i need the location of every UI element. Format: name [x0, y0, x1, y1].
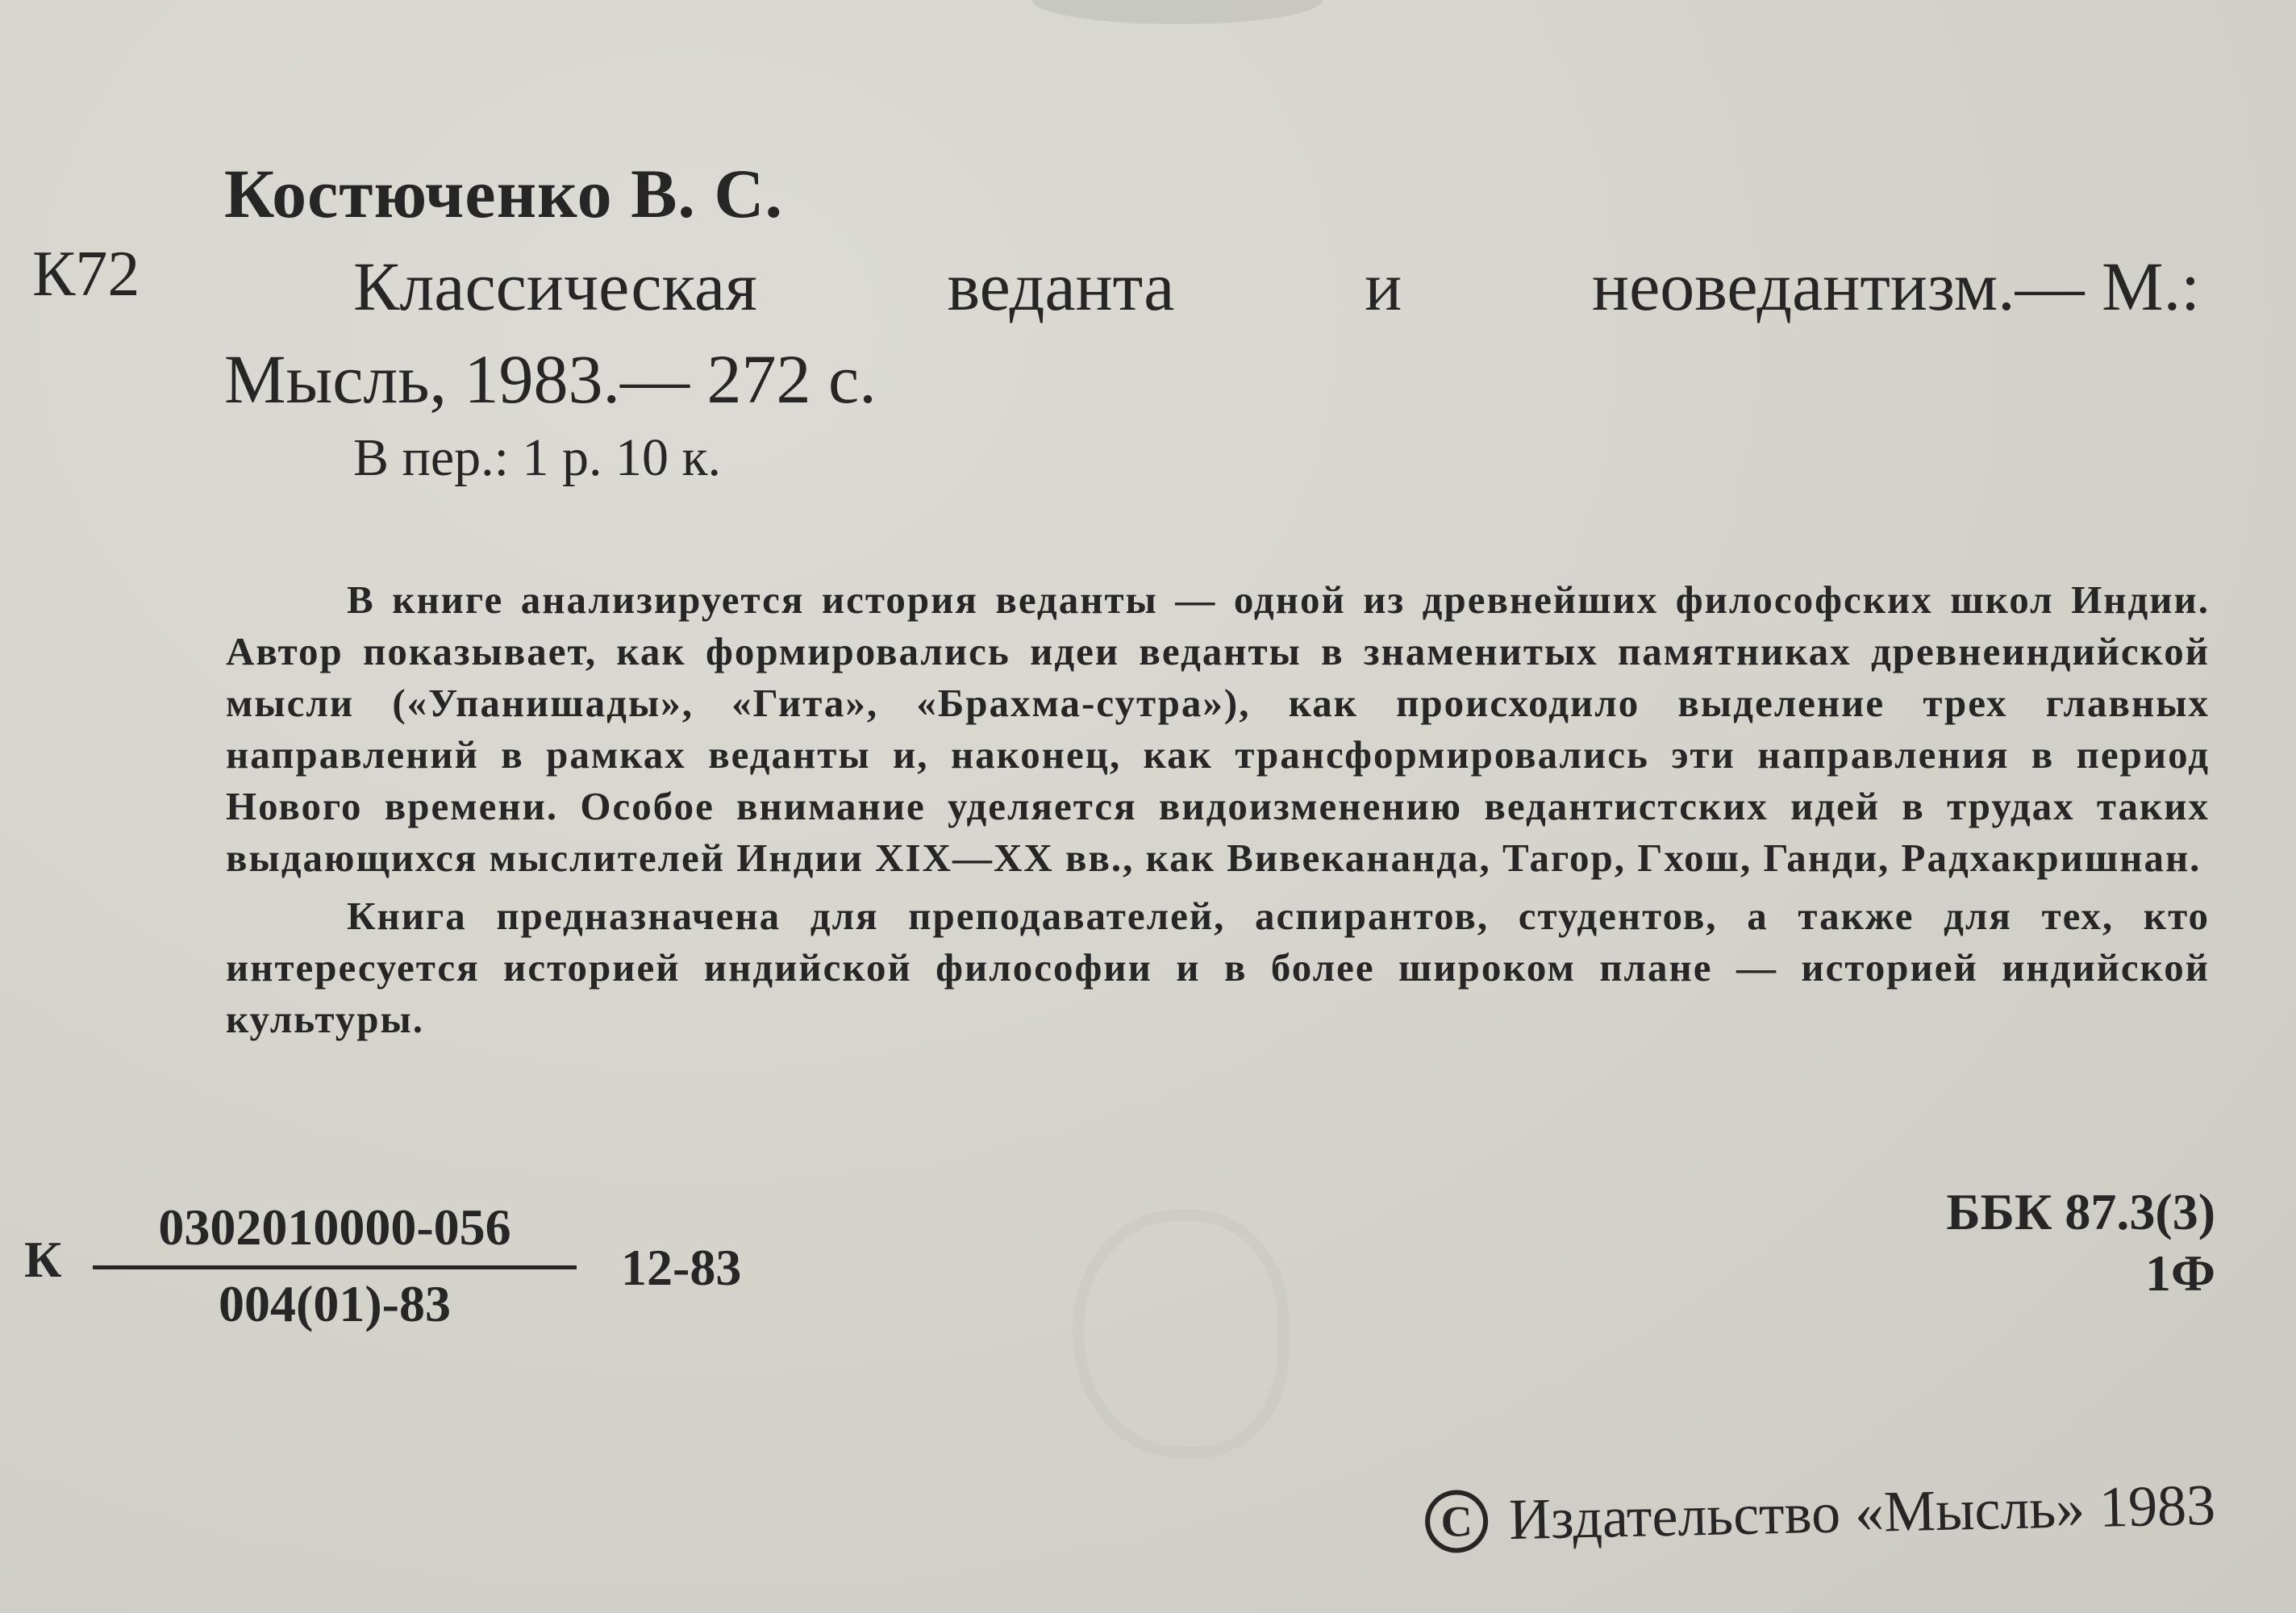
copyright-icon: С: [1424, 1489, 1489, 1553]
title-word: Классическая: [353, 248, 757, 325]
classification-code: К72: [32, 239, 140, 310]
index-denominator: 004(01)-83: [219, 1275, 451, 1332]
price: В пер.: 1 р. 10 к.: [353, 428, 722, 487]
annotation-paragraph: В книге анализируется история веданты — одной из древнейших философских школ Индии. Автор показывает, как формировались идеи веданты в знаменитых памятниках древнеиндийской мысли («Упанишады», «Гита», «Брахма-сутра»), как происходило выделение трех главных направлений в рамках веданты и, наконец, как трансформировались эти направления в период Нового времени. Особое внимание уделяется видоизменению ведантистских идей в трудах таких выдающихся мыслителей Индии XIX—XX вв., как Вивекананда, Тагор, Гхош, Ганди, Радхакришнан.: [226, 577, 2210, 880]
annotation: [226, 574, 2210, 1045]
title-word: веданта: [947, 248, 1175, 325]
publication-info: Мысль, 1983.— 272 с.: [224, 340, 877, 418]
title-word: неоведантизм.— М.:: [1592, 248, 2200, 325]
bbk-sub: 1Ф: [2145, 1244, 2215, 1302]
annotation-paragraph: Книга предназначена для преподавателей, аспирантов, студентов, а также для тех, кто интересуется историей индийской философии и в более широком плане — историей индийской культуры.: [226, 894, 2210, 1041]
index-date: 12-83: [621, 1239, 742, 1296]
index-prefix: К: [24, 1231, 62, 1288]
author-name: Костюченко В. С.: [224, 155, 784, 232]
copyright-line: [1424, 1472, 2216, 1556]
bbk-code: [1946, 1182, 2215, 1304]
title-word: и: [1365, 248, 1402, 325]
faded-stamp-mark: [1073, 1210, 1289, 1458]
bbk-main: ББК 87.3(3): [1946, 1183, 2215, 1240]
book-title: [353, 246, 2200, 327]
index-numerator: 0302010000-056: [158, 1198, 511, 1256]
copyright-text: Издательство «Мысль» 1983: [1508, 1472, 2216, 1553]
index-fraction: [93, 1198, 577, 1334]
